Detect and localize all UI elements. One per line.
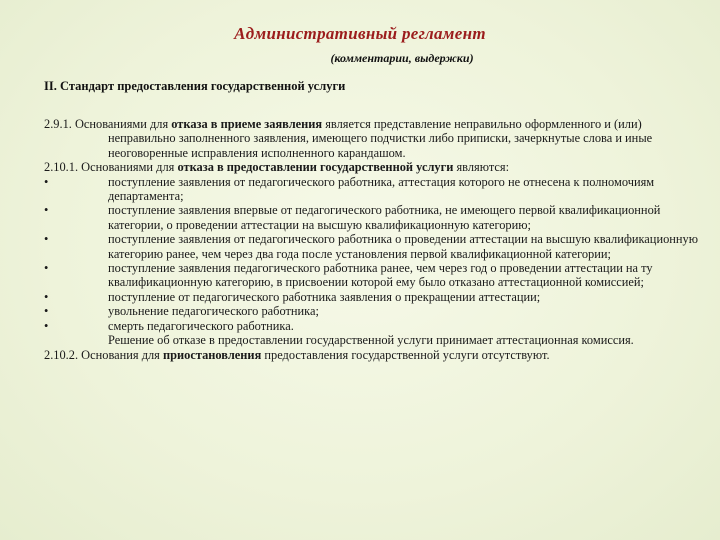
bullet-icon: • — [44, 304, 49, 319]
paragraph-2-10-2-suffix: предоставления государственной услуги отсутствуют. — [261, 347, 550, 362]
decision-note: Решение об отказе в предоставлении государственной услуги принимает аттестационная комиссия. — [108, 333, 634, 348]
list-item — [44, 203, 704, 232]
list-item — [44, 304, 704, 318]
list-item-text: увольнение педагогического работника; — [108, 304, 319, 319]
document-title: Административный регламент — [234, 24, 486, 43]
list-item — [44, 319, 704, 333]
paragraph-2-10-2 — [44, 348, 704, 362]
list-item — [44, 175, 704, 204]
document-body — [44, 117, 704, 362]
list-item-text: поступление заявления педагогического работника ранее, чем через год о проведении аттестации на ту квалификационную категорию, в присвоении которой ему было отказано аттестационной комиссией; — [108, 261, 653, 290]
list-item — [44, 290, 704, 304]
bullet-icon: • — [44, 174, 49, 189]
paragraph-2-10-2-prefix: 2.10.2. Основания для — [44, 347, 163, 362]
bullet-icon: • — [44, 261, 49, 276]
paragraph-2-10-1-prefix: 2.10.1. Основаниями для — [44, 160, 178, 175]
bullet-icon: • — [44, 232, 49, 247]
list-item — [44, 261, 704, 290]
paragraph-2-10-1 — [44, 160, 704, 174]
paragraph-2-10-1-emphasis: отказа в предоставлении государственной услуги — [177, 160, 454, 175]
paragraph-2-9-1-prefix: 2.9.1. Основаниями для — [44, 117, 172, 131]
bullet-icon: • — [44, 289, 49, 304]
section-heading: II. Стандарт предоставления государственной услуги — [44, 79, 346, 93]
list-item-text: поступление заявления от педагогического работника о проведении аттестации на высшую квалификационную категорию ранее, чем через два года после установления первой квалификационной категории; — [108, 232, 698, 261]
list-item-text: поступление от педагогического работника заявления о прекращении аттестации; — [108, 289, 541, 304]
paragraph-2-10-1-suffix: являются: — [453, 160, 510, 175]
paragraph-2-9-1-suffix: является представление неправильно оформленного и (или) неправильно заполненного заявления, имеющего подчистки либо приписки, зачеркнутые слова и иные неоговоренные исправления исполненного карандашом. — [108, 117, 653, 160]
bullet-icon: • — [44, 203, 49, 218]
bullet-icon: • — [44, 318, 49, 333]
list-item-text: поступление заявления от педагогического работника, аттестация которого не отнесена к полномочиям департамента; — [108, 174, 655, 204]
list-item — [44, 232, 704, 261]
list-item-text: смерть педагогического работника. — [108, 318, 294, 333]
paragraph-2-9-1-emphasis: отказа в приеме заявления — [171, 117, 323, 131]
paragraph-2-10-2-emphasis: приостановления — [162, 347, 262, 362]
list-item-text: поступление заявления впервые от педагогического работника, не имеющего первой квалификационной категории, о проведении аттестации на высшую квалификационную категорию; — [108, 203, 661, 232]
document-subtitle: (комментарии, выдержки) — [330, 51, 474, 65]
paragraph-2-9-1 — [44, 117, 704, 160]
